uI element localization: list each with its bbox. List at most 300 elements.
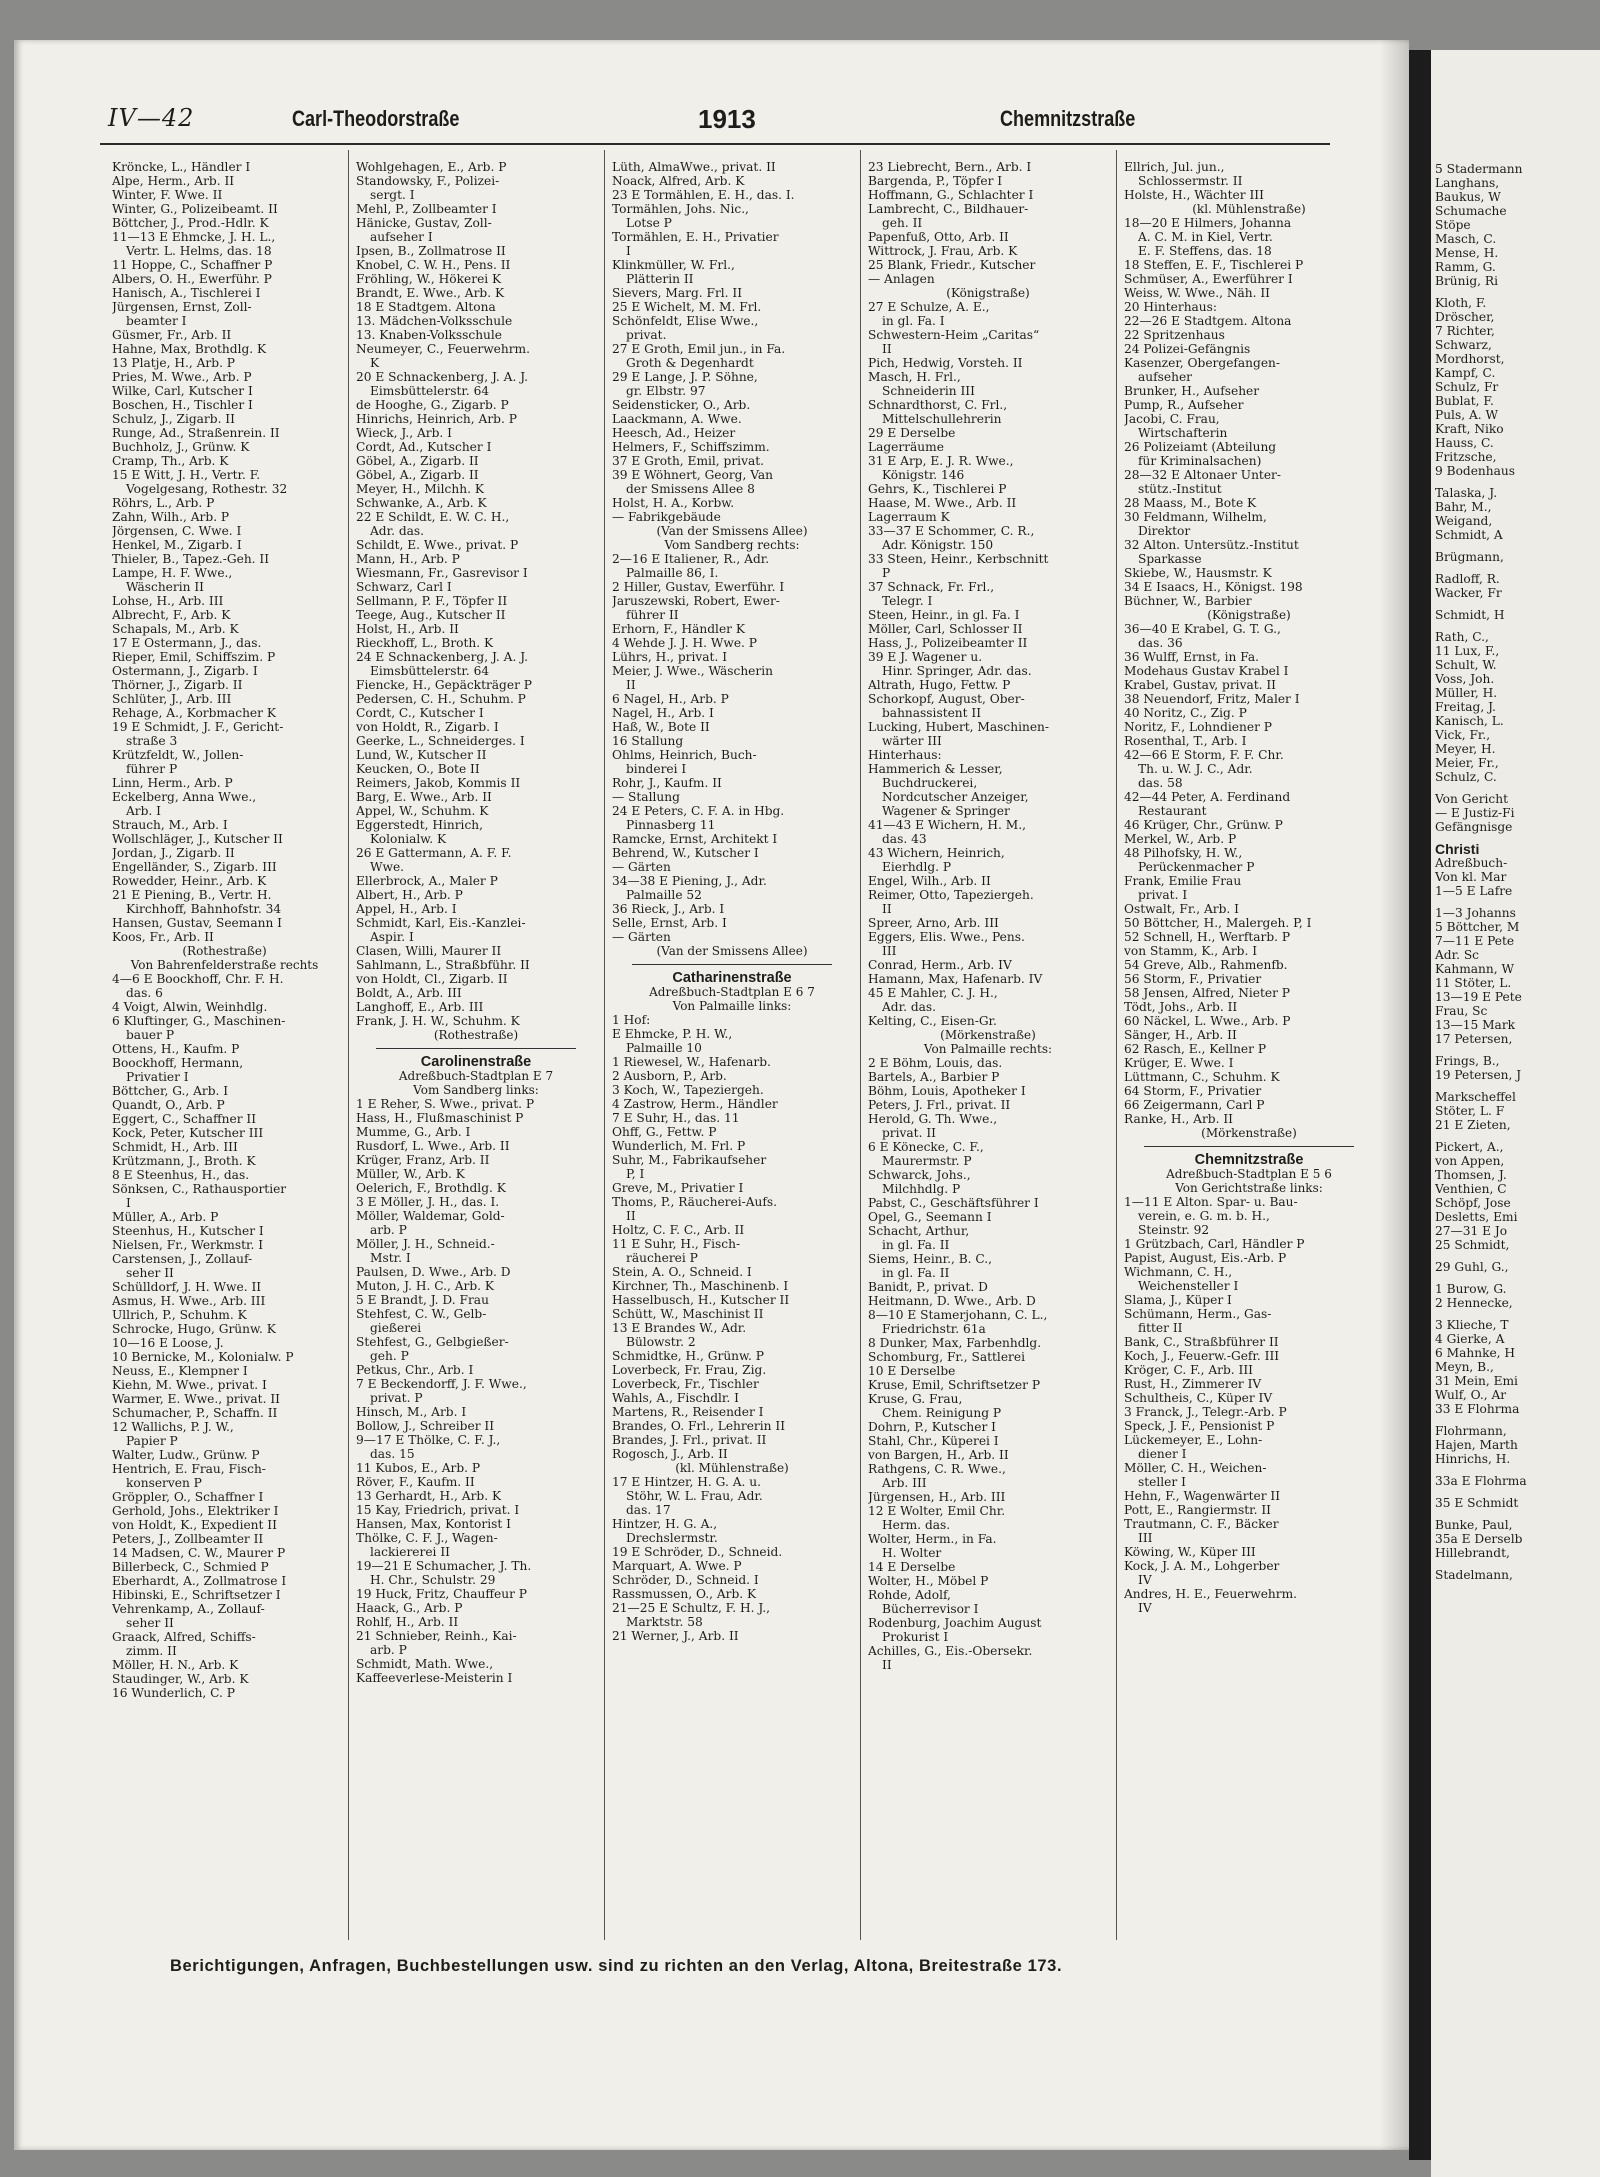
directory-entry: 19—21 E Schumacher, J. Th.: [356, 1559, 532, 1573]
directory-entry: Rohde, Adolf,: [868, 1588, 951, 1602]
facing-entry: Baukus, W: [1435, 190, 1501, 204]
directory-entry: Sievers, Marg. Frl. II: [612, 286, 743, 300]
entry-continuation: Maurermstr. P: [882, 1154, 972, 1168]
facing-entry: Ramm, G.: [1435, 260, 1496, 274]
entry-continuation: II: [626, 1209, 636, 1223]
facing-entry: — E Justiz-Fi: [1435, 806, 1515, 820]
entry-continuation: Wirtschafterin: [1138, 426, 1228, 440]
directory-entry: Schmidt, H., Arb. III: [112, 1140, 238, 1154]
directory-entry: Rohr, J., Kaufm. II: [612, 776, 722, 790]
directory-entry: Neuss, E., Klempner I: [112, 1364, 248, 1378]
entry-continuation: Herm. das.: [882, 1518, 951, 1532]
directory-entry: Herold, G. Th. Wwe.,: [868, 1112, 998, 1126]
entry-continuation: das. 43: [882, 832, 927, 846]
column-divider: [860, 150, 861, 1940]
entry-continuation: privat. P: [370, 1391, 423, 1405]
directory-entry: Standowsky, F., Polizei-: [356, 174, 500, 188]
directory-entry: Hammerich & Lesser,: [868, 762, 1003, 776]
directory-entry: Hansen, Gustav, Seemann I: [112, 916, 282, 930]
directory-entry: Seidensticker, O., Arb.: [612, 398, 751, 412]
directory-entry: Engelländer, S., Zigarb. III: [112, 860, 277, 874]
directory-entry: Papist, August, Eis.-Arb. P: [1124, 1251, 1287, 1265]
directory-entry: 1 Riewesel, W., Hafenarb.: [612, 1055, 771, 1069]
directory-entry: Dohrn, P., Kutscher I: [868, 1420, 996, 1434]
directory-entry: Sahlmann, L., Straßbführ. II: [356, 958, 530, 972]
directory-entry: Fröhling, W., Hökerei K: [356, 272, 502, 286]
directory-entry: 7 E Beckendorff, J. F. Wwe.,: [356, 1377, 527, 1391]
entry-continuation: Plätterin II: [626, 272, 694, 286]
directory-entry: Boldt, A., Arb. III: [356, 986, 462, 1000]
entry-continuation: Restaurant: [1138, 804, 1207, 818]
directory-entry: Barg, E. Wwe., Arb. II: [356, 790, 492, 804]
entry-continuation: in gl. Fa. II: [882, 1238, 950, 1252]
spacer: [1431, 1488, 1600, 1496]
directory-entry: Paulsen, D. Wwe., Arb. D: [356, 1265, 511, 1279]
spacer: [1431, 478, 1600, 486]
directory-entry: Masch, H. Frl.,: [868, 370, 961, 384]
directory-entry: Klinkmüller, W. Frl.,: [612, 258, 735, 272]
directory-entry: Holst, H., Arb. II: [356, 622, 459, 636]
directory-entry: 4 Voigt, Alwin, Weinhdlg.: [112, 1000, 268, 1014]
directory-entry: Spreer, Arno, Arb. III: [868, 916, 999, 930]
directory-entry: Modehaus Gustav Krabel I: [1124, 664, 1289, 678]
directory-entry: Albert, H., Arb. P: [356, 888, 463, 902]
facing-entry: Masch, C.: [1435, 232, 1497, 246]
directory-entry: Linn, Herm., Arb. P: [112, 776, 233, 790]
spacer: [1431, 600, 1600, 608]
facing-entry: 11 Stöter, L.: [1435, 976, 1512, 990]
directory-entry: 41—43 E Wichern, H. M.,: [868, 818, 1026, 832]
cross-street: Von Palmaille links:: [672, 999, 792, 1013]
directory-entry: Hahne, Max, Brothdlg. K: [112, 342, 267, 356]
directory-entry: Teege, Aug., Kutscher II: [356, 608, 506, 622]
directory-entry: Haase, M. Wwe., Arb. II: [868, 496, 1017, 510]
directory-entry: Eberhardt, A., Zollmatrose I: [112, 1574, 287, 1588]
book-spine: [1409, 50, 1431, 2160]
directory-entry: Peters, J., Zollbeamter II: [112, 1532, 264, 1546]
directory-entry: Boockhoff, Hermann,: [112, 1056, 244, 1070]
street-heading: Carolinenstraße: [420, 1055, 532, 1069]
cross-street: Adreßbuch-Stadtplan E 5 6: [1166, 1167, 1332, 1181]
directory-entry: Reimers, Jakob, Kommis II: [356, 776, 521, 790]
directory-entry: Hintzer, H. G. A.,: [612, 1517, 718, 1531]
entry-continuation: P: [882, 566, 891, 580]
directory-entry: Stahl, Chr., Küperei I: [868, 1434, 999, 1448]
directory-entry: Rassmussen, O., Arb. K: [612, 1587, 757, 1601]
directory-entry: Jürgensen, Ernst, Zoll-: [112, 300, 252, 314]
entry-continuation: das. 58: [1138, 776, 1183, 790]
entry-continuation: Chem. Reinigung P: [882, 1406, 1002, 1420]
directory-entry: 11 Kubos, E., Arb. P: [356, 1461, 481, 1475]
directory-entry: Appel, W., Schuhm. K: [356, 804, 489, 818]
directory-entry: 54 Greve, Alb., Rahmenfb.: [1124, 958, 1288, 972]
directory-entry: Vehrenkamp, A., Zollauf-: [112, 1602, 265, 1616]
directory-entry: 36 Rieck, J., Arb. I: [612, 902, 725, 916]
directory-entry: Wollschläger, J., Kutscher II: [112, 832, 283, 846]
cross-street: (Van der Smissens Allee): [656, 944, 808, 958]
directory-entry: Hansen, Max, Kontorist I: [356, 1517, 511, 1531]
facing-entry: Rath, C.,: [1435, 630, 1489, 644]
directory-entry: Loverbeck, Fr., Tischler: [612, 1377, 759, 1391]
entry-continuation: Groth & Degenhardt: [626, 356, 754, 370]
directory-entry: 16 Stallung: [612, 734, 684, 748]
directory-entry: Eggers, Elis. Wwe., Pens.: [868, 930, 1025, 944]
entry-continuation: beamter I: [126, 314, 187, 328]
directory-entry: 46 Krüger, Chr., Grünw. P: [1124, 818, 1283, 832]
directory-entry: Asmus, H. Wwe., Arb. III: [112, 1294, 266, 1308]
directory-entry: 39 E J. Wagener u.: [868, 650, 983, 664]
directory-entry: Frank, J. H. W., Schuhm. K: [356, 1014, 520, 1028]
entry-continuation: gr. Elbstr. 97: [626, 384, 706, 398]
directory-entry: Bartels, A., Barbier P: [868, 1070, 1000, 1084]
entry-continuation: verein, e. G. m. b. H.,: [1138, 1209, 1270, 1223]
spacer: [1431, 1274, 1600, 1282]
entry-continuation: Adr. das.: [370, 524, 425, 538]
entry-continuation: Vertr. L. Helms, das. 18: [126, 244, 272, 258]
directory-entry: 23 E Tormählen, E. H., das. I.: [612, 188, 795, 202]
facing-entry: Schumache: [1435, 204, 1507, 218]
directory-entry: Hanisch, A., Tischlerei I: [112, 286, 261, 300]
facing-entry: Radloff, R.: [1435, 572, 1500, 586]
entry-continuation: I: [626, 244, 631, 258]
directory-entry: Schumacher, P., Schaffn. II: [112, 1406, 278, 1420]
directory-entry: Schnardthorst, C. Frl.,: [868, 398, 1008, 412]
directory-entry: Buchholz, J., Grünw. K: [112, 440, 250, 454]
facing-entry: Schult, W.: [1435, 658, 1497, 672]
directory-entry: — Stallung: [612, 790, 680, 804]
directory-entry: Schwarck, Johs.,: [868, 1168, 971, 1182]
entry-continuation: Drechslermstr.: [626, 1531, 718, 1545]
directory-entry: Brunker, H., Aufseher: [1124, 384, 1260, 398]
facing-entry: Talaska, J.: [1435, 486, 1498, 500]
directory-entry: Hamann, Max, Hafenarb. IV: [868, 972, 1043, 986]
street-heading: Chemnitzstraße: [1194, 1153, 1304, 1167]
facing-entry: 3 Klieche, T: [1435, 1318, 1509, 1332]
directory-entry: Albers, O. H., Ewerführ. P: [112, 272, 272, 286]
entry-continuation: Kirchhoff, Bahnhofstr. 34: [126, 902, 282, 916]
directory-entry: Pump, R., Aufseher: [1124, 398, 1244, 412]
directory-entry: 27 E Groth, Emil jun., in Fa.: [612, 342, 786, 356]
directory-entry: 28 Maass, M., Bote K: [1124, 496, 1257, 510]
entry-continuation: straße 3: [126, 734, 178, 748]
directory-entry: 48 Pilhofsky, H. W.,: [1124, 846, 1243, 860]
entry-continuation: K: [370, 356, 380, 370]
directory-entry: Clasen, Willi, Maurer II: [356, 944, 502, 958]
directory-entry: Hass, J., Polizeibeamter II: [868, 636, 1028, 650]
directory-entry: Krüger, Franz, Arb. II: [356, 1153, 490, 1167]
directory-entry: Tödt, Johs., Arb. II: [1124, 1000, 1238, 1014]
directory-entry: Haß, W., Bote II: [612, 720, 710, 734]
directory-entry: Ottens, H., Kaufm. P: [112, 1042, 240, 1056]
directory-entry: Jürgensen, H., Arb. III: [868, 1490, 1006, 1504]
entry-continuation: Wwe.: [370, 860, 405, 874]
directory-entry: Papenfuß, Otto, Arb. II: [868, 230, 1009, 244]
facing-page-text: [1431, 162, 1600, 1582]
facing-entry: 33a E Flohrma: [1435, 1474, 1527, 1488]
directory-entry: Strauch, M., Arb. I: [112, 818, 228, 832]
directory-entry: 15 E Witt, J. H., Vertr. F.: [112, 468, 261, 482]
directory-entry: Walter, Ludw., Grünw. P: [112, 1448, 260, 1462]
entry-continuation: geh. P: [370, 1349, 409, 1363]
header-rule: [100, 143, 1330, 145]
directory-entry: — Fabrikgebäude: [612, 510, 721, 524]
entry-continuation: arb. P: [370, 1643, 407, 1657]
entry-continuation: gießerei: [370, 1321, 422, 1335]
directory-entry: Staudinger, W., Arb. K: [112, 1672, 249, 1686]
directory-entry: 33—37 E Schommer, C. R.,: [868, 524, 1035, 538]
entry-continuation: II: [882, 342, 892, 356]
directory-entry: 60 Näckel, L. Wwe., Arb. P: [1124, 1014, 1291, 1028]
directory-entry: 37 Schnack, Fr. Frl.,: [868, 580, 995, 594]
directory-entry: Köwing, W., Küper III: [1124, 1545, 1256, 1559]
facing-entry: 13—19 E Pete: [1435, 990, 1522, 1004]
directory-entry: Graack, Alfred, Schiffs-: [112, 1630, 256, 1644]
entry-continuation: seher II: [126, 1616, 174, 1630]
facing-entry: Kanisch, L.: [1435, 714, 1504, 728]
facing-entry: Stadelmann,: [1435, 1568, 1513, 1582]
directory-entry: Kruse, G. Frau,: [868, 1392, 963, 1406]
directory-entry: Kirchner, Th., Maschinenb. I: [612, 1279, 789, 1293]
directory-entry: Runge, Ad., Straßenrein. II: [112, 426, 280, 440]
cross-street: Vom Sandberg rechts:: [664, 538, 800, 552]
directory-entry: Ullrich, P., Schuhm. K: [112, 1308, 247, 1322]
directory-entry: Kruse, Emil, Schriftsetzer P: [868, 1378, 1041, 1392]
column-divider: [604, 150, 605, 1940]
facing-entry: 29 Guhl, G.,: [1435, 1260, 1509, 1274]
directory-entry: Kelting, C., Eisen-Gr.: [868, 1014, 997, 1028]
directory-entry: Rowedder, Heinr., Arb. K: [112, 874, 267, 888]
directory-entry: 32 Alton. Untersütz.-Institut: [1124, 538, 1299, 552]
cross-street: (Mörkenstraße): [940, 1028, 1036, 1042]
directory-entry: Wilke, Carl, Kutscher I: [112, 384, 253, 398]
directory-entry: Lucking, Hubert, Maschinen-: [868, 720, 1050, 734]
directory-entry: Sänger, H., Arb. II: [1124, 1028, 1237, 1042]
directory-entry: Schmidtke, H., Grünw. P: [612, 1349, 764, 1363]
entry-continuation: Milchhdlg. P: [882, 1182, 961, 1196]
directory-entry: Lüth, AlmaWwe., privat. II: [612, 160, 776, 174]
entry-continuation: Eierhdlg. P: [882, 860, 952, 874]
facing-entry: Müller, H.: [1435, 686, 1498, 700]
entry-continuation: bahnassistent II: [882, 706, 982, 720]
directory-entry: Möller, Waldemar, Gold-: [356, 1209, 505, 1223]
facing-entry: Frau, Sc: [1435, 1004, 1488, 1018]
directory-entry: 13 Platje, H., Arb. P: [112, 356, 236, 370]
facing-entry: Von kl. Mar: [1435, 870, 1507, 884]
page-header: [0, 104, 1600, 138]
entry-continuation: Th. u. W. J. C., Adr.: [1138, 762, 1253, 776]
entry-continuation: Eimsbüttelerstr. 64: [370, 664, 490, 678]
directory-entry: Hentrich, E. Frau, Fisch-: [112, 1462, 266, 1476]
directory-entry: 14 E Derselbe: [868, 1560, 956, 1574]
directory-entry: Langhoff, E., Arb. III: [356, 1000, 484, 1014]
directory-entry: Mann, H., Arb. P: [356, 552, 460, 566]
directory-entry: Rehage, A., Korbmacher K: [112, 706, 276, 720]
directory-entry: Sellmann, P. F., Töpfer II: [356, 594, 508, 608]
facing-entry: Christi: [1435, 842, 1480, 856]
directory-entry: Weiss, W. Wwe., Näh. II: [1124, 286, 1270, 300]
directory-entry: 24 E Schnackenberg, J. A. J.: [356, 650, 529, 664]
directory-entry: Henkel, M., Zigarb. I: [112, 538, 242, 552]
entry-continuation: in gl. Fa. II: [882, 1266, 950, 1280]
directory-entry: Lüttmann, C., Schuhm. K: [1124, 1070, 1280, 1084]
directory-entry: Göbel, A., Zigarb. II: [356, 454, 479, 468]
directory-entry: 18 Steffen, E. F., Tischlerei P: [1124, 258, 1304, 272]
page-number: IV—42: [108, 104, 195, 132]
entry-continuation: Pinnasberg 11: [626, 818, 716, 832]
cross-street: Adreßbuch-Stadtplan E 6 7: [649, 985, 815, 999]
facing-entry: 31 Mein, Emi: [1435, 1374, 1518, 1388]
spacer: [1431, 288, 1600, 296]
directory-entry: Rohlf, H., Arb. II: [356, 1615, 459, 1629]
directory-entry: Ipsen, B., Zollmatrose II: [356, 244, 506, 258]
facing-entry: Stöpe: [1435, 218, 1471, 232]
cross-street: (Mörkenstraße): [1201, 1126, 1297, 1140]
facing-entry: Desletts, Emi: [1435, 1210, 1518, 1224]
directory-entry: Röhrs, L., Arb. P: [112, 496, 215, 510]
facing-entry: Brünig, Ri: [1435, 274, 1499, 288]
directory-entry: Schmidt, Math. Wwe.,: [356, 1657, 494, 1671]
directory-entry: Schultheis, C., Küper IV: [1124, 1391, 1273, 1405]
directory-entry: 18 E Stadtgem. Altona: [356, 300, 496, 314]
directory-entry: 34 E Isaacs, H., Königst. 198: [1124, 580, 1303, 594]
facing-entry: Dröscher,: [1435, 310, 1495, 324]
directory-entry: 20 Hinterhaus:: [1124, 300, 1218, 314]
directory-entry: Schwestern-Heim „Caritas“: [868, 328, 1040, 342]
directory-entry: Martens, R., Reisender I: [612, 1405, 764, 1419]
spacer: [1431, 1132, 1600, 1140]
directory-entry: Rathgens, C. R. Wwe.,: [868, 1462, 1006, 1476]
directory-entry: Wittrock, J. Frau, Arb. K: [868, 244, 1018, 258]
directory-entry: Lohse, H., Arb. III: [112, 594, 224, 608]
entry-continuation: wärter III: [882, 734, 942, 748]
directory-entry: Speck, J. F., Pensionist P: [1124, 1419, 1275, 1433]
directory-entry: Müller, A., Arb. P: [112, 1210, 219, 1224]
directory-entry: Schulz, J., Zigarb. II: [112, 412, 235, 426]
directory-entry: Hehn, F., Wagenwärter II: [1124, 1489, 1281, 1503]
directory-entry: 5 E Brandt, J. D. Frau: [356, 1293, 489, 1307]
facing-entry: Bunke, Paul,: [1435, 1518, 1513, 1532]
directory-entry: Engel, Wilh., Arb. II: [868, 874, 991, 888]
facing-entry: Wacker, Fr: [1435, 586, 1502, 600]
entry-continuation: Weichensteller I: [1138, 1279, 1239, 1293]
entry-continuation: führer P: [126, 762, 178, 776]
directory-entry: Thörner, J., Zigarb. II: [112, 678, 243, 692]
cross-street: (kl. Mühlenstraße): [1192, 202, 1306, 216]
facing-entry: 7—11 E Pete: [1435, 934, 1515, 948]
facing-entry: 17 Petersen,: [1435, 1032, 1513, 1046]
facing-page: [1431, 50, 1600, 2177]
directory-entry: — Gärten: [612, 930, 671, 944]
directory-entry: 31 E Arp, E. J. R. Wwe.,: [868, 454, 1014, 468]
directory-entry: Steen, Heinr., in gl. Fa. I: [868, 608, 1020, 622]
directory-entry: 12 E Wolter, Emil Chr.: [868, 1504, 1006, 1518]
directory-entry: Rieper, Emil, Schiffszim. P: [112, 650, 276, 664]
directory-entry: Müller, W., Arb. K: [356, 1167, 465, 1181]
directory-entry: Kock, J. A. M., Lohgerber: [1124, 1559, 1280, 1573]
cross-street: (Van der Smissens Allee): [656, 524, 808, 538]
directory-entry: Schröder, D., Schneid. I: [612, 1573, 759, 1587]
directory-entry: Wieck, J., Arb. I: [356, 426, 452, 440]
entry-continuation: Schlossermstr. II: [1138, 174, 1243, 188]
directory-entry: Pries, M. Wwe., Arb. P: [112, 370, 252, 384]
directory-entry: Krützmann, J., Broth. K: [112, 1154, 256, 1168]
column-5: [1124, 160, 1374, 1940]
facing-entry: Schöpf, Jose: [1435, 1196, 1511, 1210]
directory-entry: 13 E Brandes W., Adr.: [612, 1321, 747, 1335]
directory-entry: 64 Storm, F., Privatier: [1124, 1084, 1262, 1098]
directory-entry: Böttcher, G., Arb. I: [112, 1084, 229, 1098]
spacer: [1431, 1082, 1600, 1090]
spacer: [1431, 1466, 1600, 1474]
directory-entry: 26 E Gattermann, A. F. F.: [356, 846, 512, 860]
facing-entry: Gefängnisge: [1435, 820, 1513, 834]
facing-entry: Markscheffel: [1435, 1090, 1516, 1104]
facing-entry: Schmidt, A: [1435, 528, 1503, 542]
directory-entry: Sönksen, C., Rathausportier: [112, 1182, 287, 1196]
directory-entry: Ostwalt, Fr., Arb. I: [1124, 902, 1239, 916]
facing-entry: von Appen,: [1435, 1154, 1505, 1168]
directory-entry: 19 E Schmidt, J. F., Gericht-: [112, 720, 284, 734]
directory-entry: Hibinski, E., Schriftsetzer I: [112, 1588, 281, 1602]
entry-continuation: Stöhr, W. L. Frau, Adr.: [626, 1489, 763, 1503]
directory-entry: Knobel, C. W. H., Pens. II: [356, 258, 511, 272]
entry-continuation: binderei I: [626, 762, 687, 776]
cross-street: (Königstraße): [946, 286, 1030, 300]
entry-continuation: Vogelgesang, Rothestr. 32: [126, 482, 288, 496]
entry-continuation: seher II: [126, 1266, 174, 1280]
entry-continuation: Prokurist I: [882, 1630, 949, 1644]
directory-entry: Rusdorf, L. Wwe., Arb. II: [356, 1139, 510, 1153]
directory-entry: Appel, H., Arb. I: [356, 902, 457, 916]
directory-entry: Rosenthal, T., Arb. I: [1124, 734, 1247, 748]
entry-continuation: Wäscherin II: [126, 580, 204, 594]
directory-entry: Schwarz, Carl I: [356, 580, 452, 594]
directory-entry: Cordt, Ad., Kutscher I: [356, 440, 492, 454]
directory-entry: Möller, C. H., Weichen-: [1124, 1461, 1267, 1475]
directory-entry: Merkel, W., Arb. P: [1124, 832, 1237, 846]
directory-entry: 7 E Suhr, H., das. 11: [612, 1111, 740, 1125]
entry-continuation: Kolonialw. K: [370, 832, 447, 846]
directory-entry: 12 Wallichs, P. J. W.,: [112, 1420, 234, 1434]
cross-street: (Rothestraße): [182, 944, 267, 958]
directory-entry: 8 Dunker, Max, Farbenhdlg.: [868, 1336, 1042, 1350]
cross-street: Von Palmaille rechts:: [923, 1042, 1053, 1056]
entry-continuation: das. 36: [1138, 636, 1183, 650]
entry-continuation: II: [882, 1658, 892, 1672]
directory-entry: Bollow, J., Schreiber II: [356, 1419, 495, 1433]
entry-continuation: IV: [1138, 1573, 1152, 1587]
directory-entry: Trautmann, C. F., Bäcker: [1124, 1517, 1279, 1531]
directory-entry: Rust, H., Zimmerer IV: [1124, 1377, 1262, 1391]
directory-entry: Schomburg, Fr., Sattlerei: [868, 1350, 1025, 1364]
cross-street: Vom Sandberg links:: [413, 1083, 539, 1097]
entry-continuation: räucherei P: [626, 1251, 698, 1265]
directory-entry: Thölke, C. F. J., Wagen-: [356, 1531, 498, 1545]
street-heading: Catharinenstraße: [672, 971, 792, 985]
directory-entry: 10 Bernicke, M., Kolonialw. P: [112, 1350, 294, 1364]
directory-entry: 42—44 Peter, A. Ferdinand: [1124, 790, 1291, 804]
facing-entry: Von Gericht: [1435, 792, 1508, 806]
directory-entry: Alpe, Herm., Arb. II: [112, 174, 235, 188]
directory-entry: Rieckhoff, L., Broth. K: [356, 636, 494, 650]
directory-entry: Erhorn, F., Händler K: [612, 622, 745, 636]
directory-entry: Krützfeldt, W., Jollen-: [112, 748, 244, 762]
directory-entry: Meyer, H., Milchh. K: [356, 482, 484, 496]
directory-entry: 11 E Suhr, H., Fisch-: [612, 1237, 741, 1251]
directory-entry: 42—66 E Storm, F. F. Chr.: [1124, 748, 1284, 762]
entry-continuation: P, I: [626, 1167, 645, 1181]
directory-entry: von Holdt, Cl., Zigarb. II: [356, 972, 508, 986]
